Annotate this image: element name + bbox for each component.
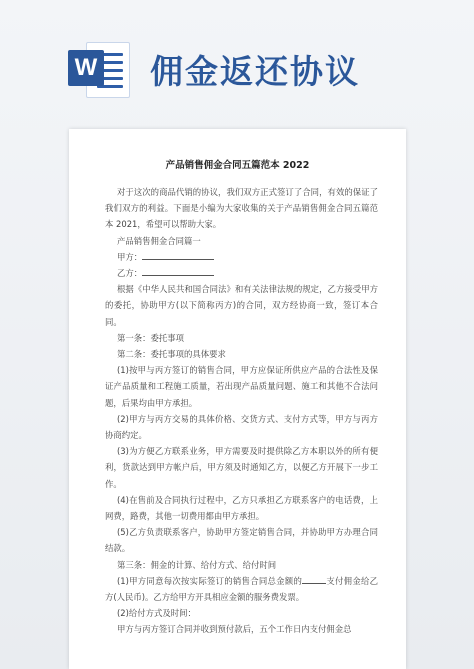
clause-heading: 第一条：委托事项 <box>117 332 184 343</box>
party-a-line <box>105 249 378 265</box>
intro-paragraph: 对于这次的商品代销的协议，我们双方正式签订了合同，有效的保证了我们双方的利益。下面是小编为大家收集的关于产品销售佣金合同五篇范本 2021，希望可以帮助大家。 <box>105 187 378 230</box>
party-a-label: 甲方： <box>117 251 143 262</box>
clause-heading: 第三条：佣金的计算、给付方式、给付时间 <box>117 559 277 570</box>
clause-item: (5)乙方负责联系客户，协助甲方签定销售合同，并协助甲方办理合同结款。 <box>105 527 378 554</box>
party-a-blank <box>142 250 214 260</box>
clause-item: (1)按甲与丙方签订的销售合同，甲方应保证所供应产品的合法性及保证产品质量和工程施工质量，若出现产品质量问题、施工和其他不合法问题，后果均由甲方承担。 <box>105 365 378 408</box>
document-page <box>69 129 406 669</box>
clause-item: (2)甲方与丙方交易的具体价格、交货方式、支付方式等，甲方与丙方协商约定。 <box>105 413 378 441</box>
clause-item: 甲方与丙方签订合同并收到预付款后，五个工作日内支付佣金总 <box>117 624 352 635</box>
clause-item: (2)给付方式及时间： <box>117 608 196 619</box>
banner-title: 佣金返还协议 <box>150 52 360 91</box>
clause-heading: 第二条：委托事项的具体要求 <box>117 349 226 360</box>
party-b-line <box>105 265 378 281</box>
clause-item: (3)为方便乙方联系业务，甲方需要及时提供除乙方本职以外的所有便利，货款达到甲方帐户后，甲方须及时通知乙方，以便乙方开展下一步工作。 <box>105 446 378 489</box>
word-document-icon <box>68 40 130 98</box>
section-heading: 产品销售佣金合同篇一 <box>117 235 201 246</box>
commission-clause: (1)甲方同意每次按实际签订的销售合同总金额的 支付佣金给乙方(人民币)。乙方给甲方开具相应金额的服务费发票。 <box>105 575 378 603</box>
commission-rate-blank <box>302 574 326 584</box>
party-b-label: 乙方： <box>117 268 143 279</box>
clause-item: (4)在售前及合同执行过程中，乙方只承担乙方联系客户的电话费，上网费，路费，其他一切费用都由甲方承担。 <box>105 494 378 522</box>
party-b-blank <box>142 266 214 276</box>
body-paragraph: 根据《中华人民共和国合同法》和有关法律法规的规定，乙方接受甲方的委托，协助甲方(以下简称丙方)的合同，双方经协商一致，签订本合同。 <box>105 284 378 327</box>
document-title: 产品销售佣金合同五篇范本 2022 <box>165 160 310 171</box>
document-body <box>105 184 378 638</box>
word-w-badge: W <box>68 50 104 86</box>
